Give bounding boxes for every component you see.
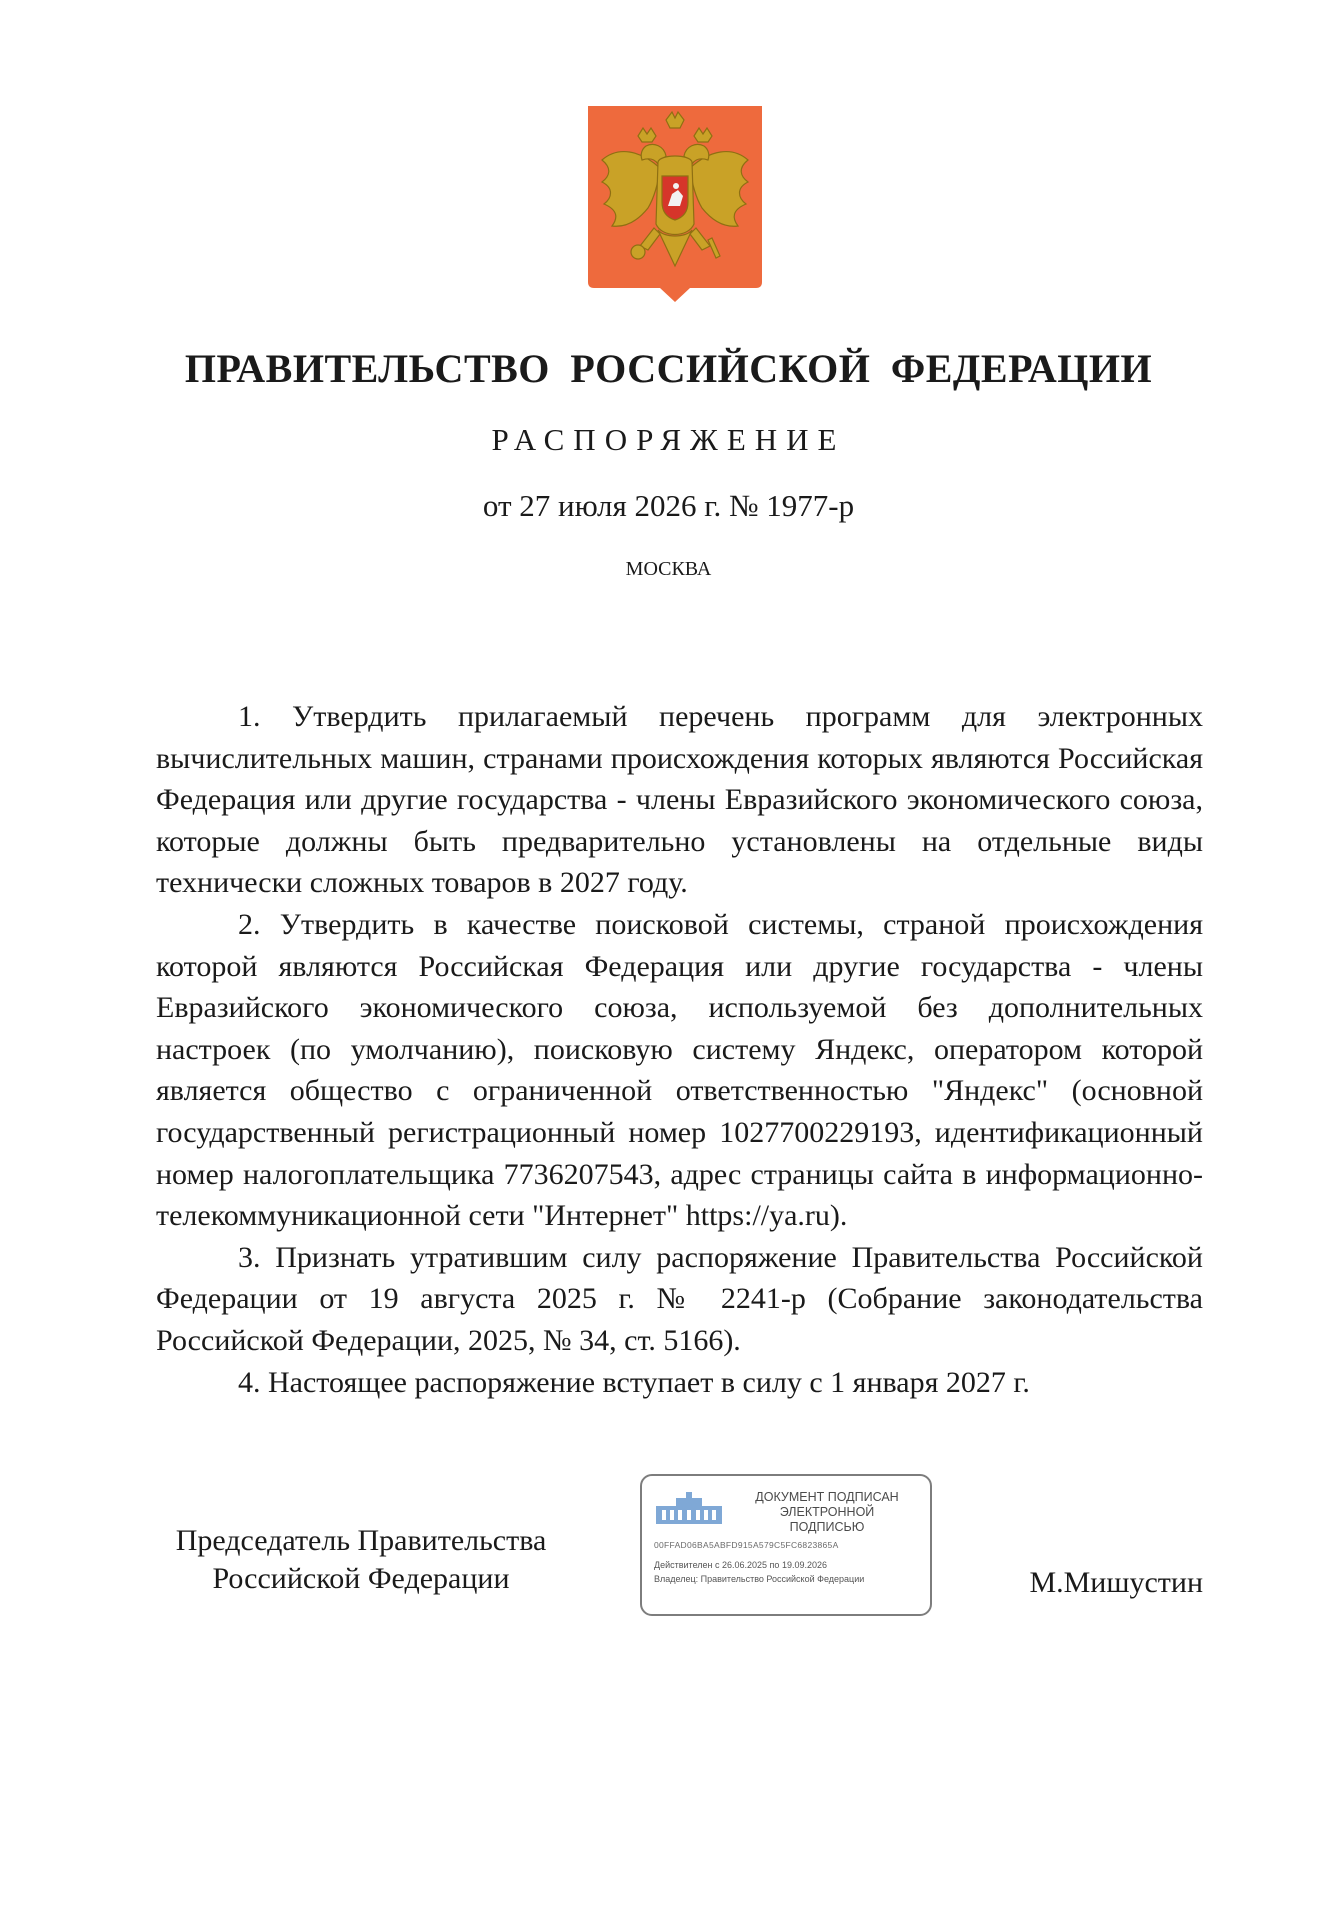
government-building-icon: [654, 1492, 724, 1526]
document-city: МОСКВА: [625, 558, 712, 580]
coat-of-arms-icon: [588, 106, 762, 302]
document-date-number: от 27 июля 2026 г. № 1977-р: [482, 488, 855, 523]
paragraph-2: 2. Утвердить в качестве поисковой системы, страной происхождения которой являются Российская Федерация или другие государства - члены Евразийского экономического союза, используемой без дополнительных настроек (по умолчанию), поисковую систему Яндекс, оператором которой является общество с ограниченной ответственностью "Яндекс" (основной государственный регистрационный номер 1027700229193, идентификационный номер налогоплательщика 7736207543, адрес страницы сайта в информационно-телекоммуникационной сети "Интернет" https://ya.ru).: [156, 907, 1203, 1233]
signer-position-line-1: Председатель Правительства: [175, 1524, 547, 1557]
stamp-validity: Действителен с 26.06.2025 по 19.09.2026: [654, 1560, 827, 1570]
stamp-heading: [742, 1490, 912, 1535]
electronic-signature-stamp: [640, 1474, 932, 1616]
government-title: ПРАВИТЕЛЬСТВО РОССИЙСКОЙ ФЕДЕРАЦИИ: [184, 346, 1153, 391]
signer-name: М.Мишустин: [1029, 1566, 1203, 1599]
signer-position: [156, 1522, 566, 1598]
paragraph-3: 3. Признать утратившим силу распоряжение Правительства Российской Федерации от 19 августа 2025 г. № 2241-р (Собрание законодательства Российской Федерации, 2025, № 34, ст. 5166).: [156, 1240, 1203, 1357]
stamp-owner: Владелец: Правительство Российской Федерации: [654, 1574, 865, 1584]
stamp-certificate-number: 00FFAD06BA5ABFD915A579C5FC6823865A: [654, 1540, 839, 1550]
stamp-heading-line-1: ДОКУМЕНТ ПОДПИСАН: [755, 1490, 899, 1504]
document-body: [156, 696, 1203, 1403]
document-type: РАСПОРЯЖЕНИЕ: [491, 422, 846, 457]
stamp-heading-line-2: ЭЛЕКТРОННОЙ ПОДПИСЬЮ: [779, 1505, 875, 1534]
paragraph-1: 1. Утвердить прилагаемый перечень программ для электронных вычислительных машин, странами происхождения которых являются Российская Федерация или другие государства - члены Евразийского экономического союза, которые должны быть предварительно установлены на отдельные виды технически сложных товаров в 2027 году.: [156, 700, 1203, 900]
signer-position-line-2: Российской Федерации: [212, 1562, 510, 1595]
paragraph-4: 4. Настоящее распоряжение вступает в силу с 1 января 2027 г.: [238, 1365, 1030, 1399]
